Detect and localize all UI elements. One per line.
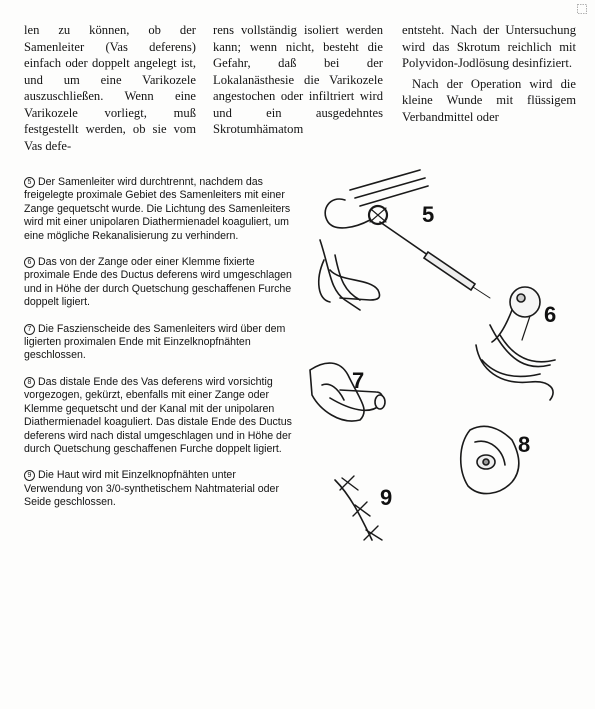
figure-5-drawing	[319, 170, 490, 310]
caption-step-7	[24, 323, 292, 363]
step-number-badge: 9	[24, 470, 35, 481]
caption-text: Die Haut wird mit Einzelknopfnähten unter Verwendung von 3/0-synthetischem Nahtmaterial oder Seide geschlossen.	[24, 469, 279, 509]
caption-text: Das distale Ende des Vas deferens wird vorsichtig vorgezogen, gekürzt, ebenfalls mit einer Zange oder Klemme gequetscht und der Kanal mit der unipolaren Diathermienadel koaguliert. Das distale Ende des Ductus deferens wird nach distal umgeschlagen und in Höhe der durch Quetschung geschaffenen Furche doppelt ligiert.	[24, 375, 292, 455]
body-paragraph: entsteht. Nach der Untersuchung wird das Skrotum reichlich mit Polyvidon-Jodlösung desinfiziert.	[402, 23, 576, 70]
figure-8-drawing	[461, 426, 519, 493]
body-paragraph: len zu können, ob der Samenleiter (Vas deferens) einfach oder doppelt angelegt ist, und um eine Varikozele auszuschließen. Wenn eine Varikozele vorliegt, muß festgestellt werden, ob sie vom Vas defe-	[24, 23, 196, 153]
figure-captions	[24, 176, 292, 523]
figure-9-drawing	[335, 476, 382, 540]
surgical-illustrations	[300, 160, 580, 560]
figure-label-9: 9	[380, 485, 393, 510]
body-paragraph: rens vollständig isoliert werden kann; wenn nicht, besteht die Gefahr, daß bei der Lokalanästhesie die Varikozele angestochen oder infiltriert wird und ein ausgedehntes Skrotumhämatom	[213, 23, 383, 136]
text-column-1	[24, 22, 196, 154]
figure-label-5: 5	[422, 202, 435, 227]
caption-step-5	[24, 176, 292, 243]
text-column-3	[402, 22, 576, 125]
caption-text: Der Samenleiter wird durchtrennt, nachdem das freigelegte proximale Gebiet des Samenleiters mit einer Zange gequetscht wurde. Die Lichtung des Samenleiters wird mit einer unipolaren Diathermienadel koaguliert, um eine mögliche Rekanalisierung zu verhindern.	[24, 176, 291, 242]
caption-step-8	[24, 376, 292, 456]
figure-label-8: 8	[518, 432, 531, 457]
figure-label-7: 7	[352, 368, 365, 393]
figure-label-6: 6	[544, 302, 557, 327]
step-number-badge: 5	[24, 177, 35, 188]
figure-7-drawing	[310, 363, 385, 421]
step-number-badge: 7	[24, 324, 35, 335]
caption-step-9	[24, 469, 292, 509]
caption-text: Die Faszienscheide des Samenleiters wird über dem ligierten proximalen Ende mit Einzelknopfnähten geschlossen.	[24, 322, 286, 362]
body-paragraph: Nach der Operation wird die kleine Wunde mit flüssigem Verbandmittel oder	[402, 76, 576, 124]
caption-text: Das von der Zange oder einer Klemme fixierte proximale Ende des Ductus deferens wird umgeschlagen und in Höhe der durch Quetschung geschaffenen Furche doppelt ligiert.	[24, 256, 292, 309]
text-column-2	[213, 22, 383, 138]
corner-mark-icon	[577, 4, 587, 14]
caption-step-6	[24, 256, 292, 310]
step-number-badge: 6	[24, 257, 35, 268]
step-number-badge: 8	[24, 377, 35, 388]
